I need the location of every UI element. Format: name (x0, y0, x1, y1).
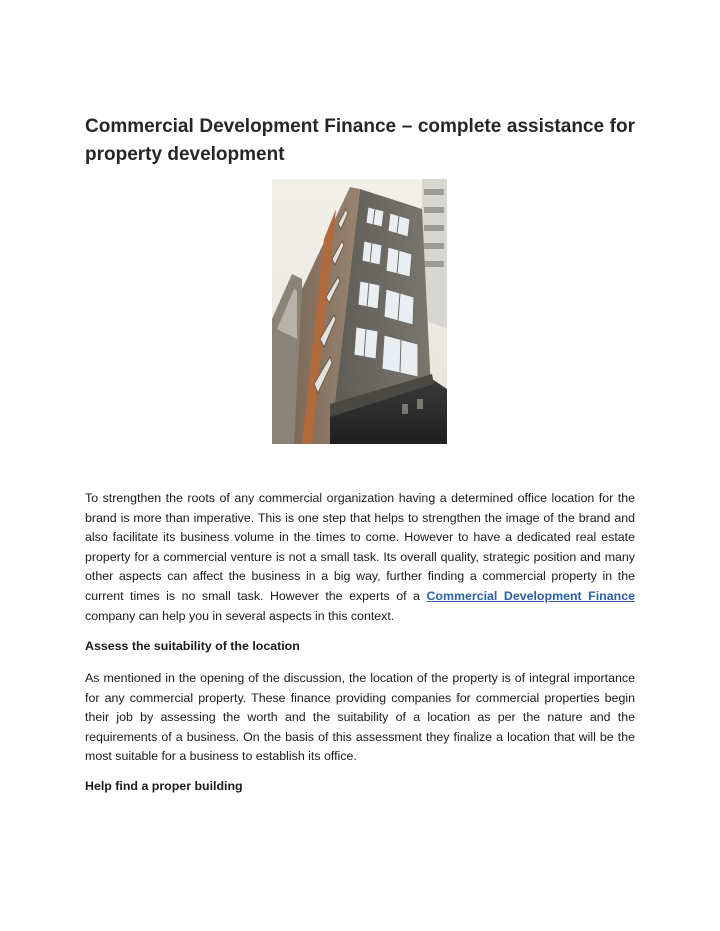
heading-assess-location: Assess the suitability of the location (85, 639, 300, 653)
intro-text-after-link: company can help you in several aspects in this context. (85, 608, 395, 623)
intro-text-before-link: To strengthen the roots of any commercial organization having a determined office location for the brand is more than imperative. This is one step that helps to strengthen the image of the brand and also facilitate its business volume in the times to come. However to have a dedicated real estate property for a commercial venture is not a small task. Its overall quality, strategic position and many other aspects can affect the business in a big way, further finding a commercial property in the current times is no small task. However the experts of a (85, 491, 635, 603)
building-photo (272, 179, 447, 444)
intro-paragraph (85, 489, 635, 626)
assess-paragraph: As mentioned in the opening of the discussion, the location of the property is of integral importance for any commercial property. These finance providing companies for commercial properties begin their job by assessing the worth and the suitability of a location as per the nature and the requirements of a business. On the basis of this assessment they finalize a location that will be the most suitable for a business to establish its office. (85, 671, 635, 764)
heading-find-building: Help find a proper building (85, 779, 243, 793)
page-title-line-1: Commercial Development Finance – complete assistance for (85, 116, 635, 137)
page-title-line-2: property development (85, 144, 285, 165)
commercial-development-finance-link[interactable]: Commercial Development Finance (426, 588, 635, 603)
page-title (85, 113, 635, 169)
